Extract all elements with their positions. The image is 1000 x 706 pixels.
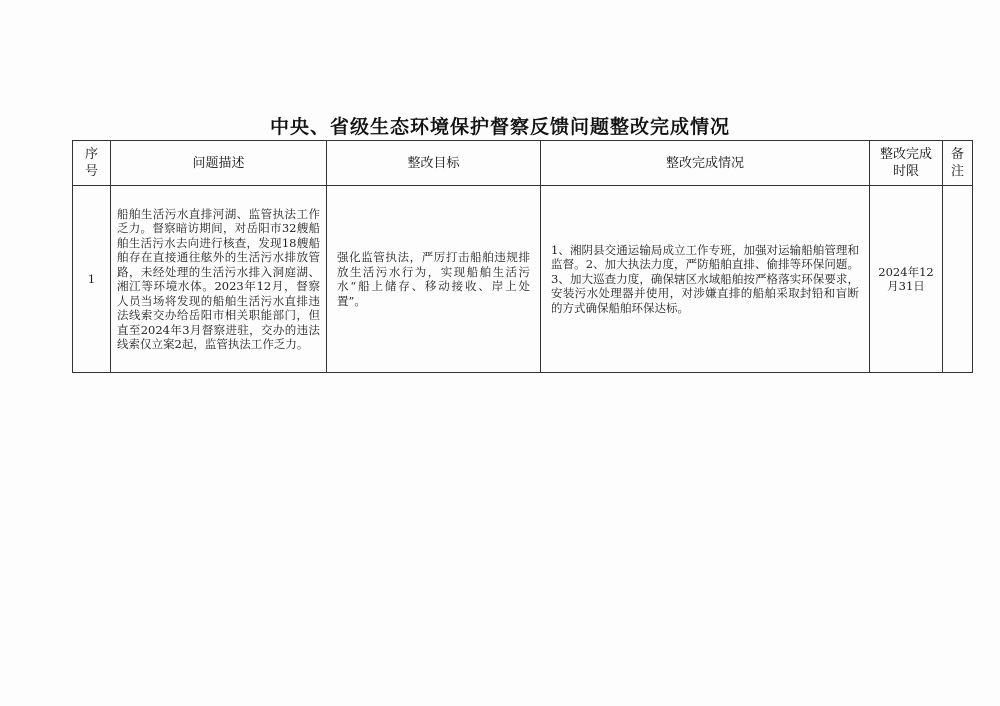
rectification-goal: 强化监管执法，严厉打击船舶违规排放生活污水行为，实现船舶生活污水“船上储存、移动接收、岸上处置”。	[337, 250, 530, 308]
cell-seq: 1	[73, 186, 111, 373]
cell-goal	[327, 186, 541, 373]
table-row	[73, 186, 973, 373]
page-title: 中央、省级生态环境保护督察反馈问题整改完成情况	[269, 116, 730, 138]
cell-limit	[870, 186, 943, 373]
problem-description: 船舶生活污水直排河湖、监管执法工作乏力。督察暗访期间，对岳阳市32艘船舶生活污水去向进行核查，发现18艘船舶存在直接通往舷外的生活污水排放管路，未经处理的生活污水排入洞庭湖、湘江等环境水体。2023年12月，督察人员当场将发现的船舶生活污水直排违法线索交办给岳阳市相关职能部门，但直至2024年3月督察进驻，交办的违法线索仅立案2起，监管执法工作乏力。	[117, 206, 320, 351]
cell-note	[943, 186, 973, 373]
header-desc: 问题描述	[111, 141, 327, 186]
table-header-row	[73, 141, 973, 186]
completion-status: 1、湘阴县交通运输局成立工作专班，加强对运输船舶管理和监督。2、加大执法力度，严防船舶直排、偷排等环保问题。3、加大巡查力度，确保辖区水域船舶按严格落实环保要求，安装污水处理器并使用，对涉嫌直排的船舶采取封铅和盲断的方式确保船舶环保达标。	[551, 242, 859, 315]
rectification-table	[72, 140, 973, 373]
header-limit: 整改完成时限	[870, 141, 943, 186]
header-goal: 整改目标	[327, 141, 541, 186]
header-note: 备注	[943, 141, 973, 186]
cell-desc	[111, 186, 327, 373]
deadline: 2024年12月31日	[878, 264, 934, 293]
cell-done	[541, 186, 870, 373]
header-done: 整改完成情况	[541, 141, 870, 186]
header-seq: 序号	[73, 141, 111, 186]
